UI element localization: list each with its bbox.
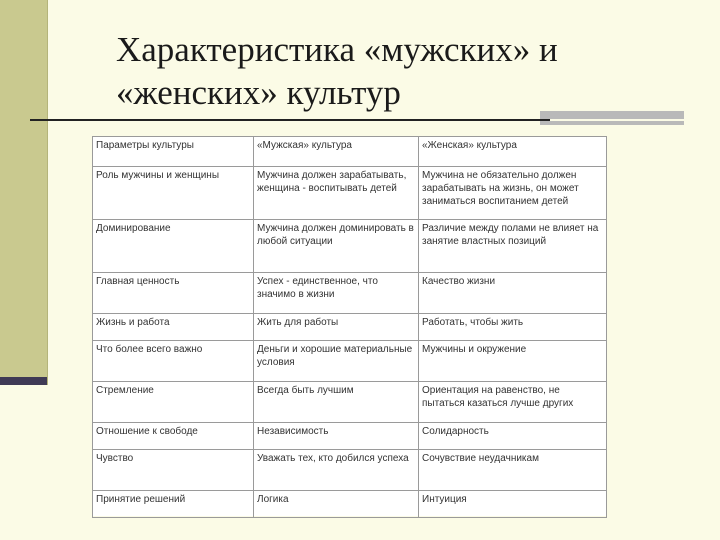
- table-cell: Доминирование: [93, 220, 254, 273]
- culture-comparison-table: [92, 136, 606, 516]
- comparison-table: [92, 136, 607, 518]
- table-cell: Жизнь и работа: [93, 314, 254, 341]
- side-decoration-bar: [0, 0, 48, 385]
- table-cell: Отношение к свободе: [93, 423, 254, 450]
- table-header-row: [93, 137, 607, 167]
- table-row: [93, 423, 607, 450]
- header-parameters: Параметры культуры: [93, 137, 254, 167]
- table-cell: Всегда быть лучшим: [254, 382, 419, 423]
- table-cell: Принятие решений: [93, 491, 254, 518]
- table-cell: Мужчина должен зарабатывать, женщина - воспитывать детей: [254, 167, 419, 220]
- title-underline: [30, 119, 550, 121]
- table-cell: Солидарность: [419, 423, 607, 450]
- table-cell: Мужчина не обязательно должен зарабатывать на жизнь, он может заниматься воспитанием детей: [419, 167, 607, 220]
- title-accent-block: [540, 111, 684, 119]
- table-cell: Роль мужчины и женщины: [93, 167, 254, 220]
- table-cell: Главная ценность: [93, 273, 254, 314]
- table-row: [93, 382, 607, 423]
- table-cell: Интуиция: [419, 491, 607, 518]
- table-cell: Логика: [254, 491, 419, 518]
- table-cell: Успех - единственное, что значимо в жизни: [254, 273, 419, 314]
- table-cell: Мужчина должен доминировать в любой ситуации: [254, 220, 419, 273]
- slide-title: [116, 28, 706, 114]
- header-feminine: «Женская» культура: [419, 137, 607, 167]
- slide-title-line-2: «женских» культур: [116, 73, 401, 112]
- table-cell: Деньги и хорошие материальные условия: [254, 341, 419, 382]
- table-row: [93, 273, 607, 314]
- table-cell: Работать, чтобы жить: [419, 314, 607, 341]
- table-cell: Стремление: [93, 382, 254, 423]
- table-cell: Чувство: [93, 450, 254, 491]
- table-row: [93, 491, 607, 518]
- table-cell: Жить для работы: [254, 314, 419, 341]
- table-row: [93, 167, 607, 220]
- table-cell: Уважать тех, кто добился успеха: [254, 450, 419, 491]
- header-masculine: «Мужская» культура: [254, 137, 419, 167]
- table-cell: Что более всего важно: [93, 341, 254, 382]
- table-cell: Ориентация на равенство, не пытаться казаться лучше других: [419, 382, 607, 423]
- table-row: [93, 314, 607, 341]
- table-cell: Качество жизни: [419, 273, 607, 314]
- table-row: [93, 450, 607, 491]
- table-row: [93, 341, 607, 382]
- table-row: [93, 220, 607, 273]
- table-cell: Сочувствие неудачникам: [419, 450, 607, 491]
- side-decoration-accent: [0, 377, 47, 385]
- slide-title-line-1: Характеристика «мужских» и: [116, 30, 558, 69]
- table-cell: Мужчины и окружение: [419, 341, 607, 382]
- table-cell: Различие между полами не влияет на занятие властных позиций: [419, 220, 607, 273]
- table-cell: Независимость: [254, 423, 419, 450]
- title-accent-block-lower: [540, 121, 684, 125]
